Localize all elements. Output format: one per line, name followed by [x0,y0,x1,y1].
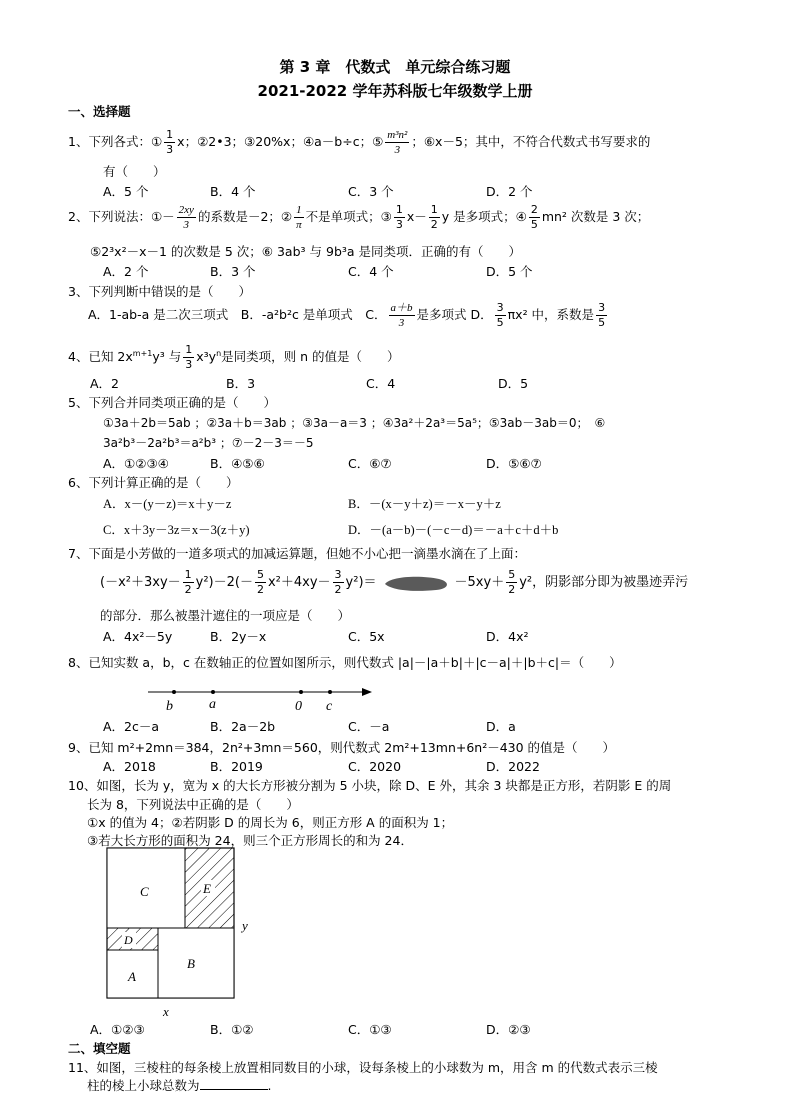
q9-option-d[interactable]: D．2022 [486,759,540,774]
q1-option-d[interactable]: D．2 个 [486,184,533,199]
question-3-options [88,301,609,330]
question-10-line2: 长为 8，下列说法中正确的是（ ） [87,797,299,812]
label-b: B [187,956,195,971]
q1-fraction-2: $\frac{\text{m³n²}}{3}$ [387,129,408,156]
q7-option-c[interactable]: C．5x [348,629,385,644]
point-c [328,690,332,694]
q7-expr-2: y²)－2(－ [195,575,253,590]
q3-text-a: A．1-ab-a 是二次三项式 B．-a²b²c 是单项式 C． [88,307,387,322]
q4-text-4: 是同类项，则 n 的值是（ ） [221,349,400,364]
q4-option-d[interactable]: D．5 [498,376,529,391]
q7-expr-6: y²，阴影部分即为被墨迹弄污 [519,575,689,590]
q6-option-c[interactable]: C．x＋3y－3z＝x－3(z＋y) [103,523,250,537]
q1-text-c: ；⑥x－5；其中，不符合代数式书写要求的 [411,134,651,149]
q9-option-c[interactable]: C．2020 [348,759,402,774]
q4-fraction: $\frac{1}{3}$ [185,343,193,371]
q2-text-1: 2、下列说法：①－ [68,209,175,224]
q4-text-3: x³y [196,349,217,364]
q6-option-a[interactable]: A．x－(y－z)＝x＋y－z [103,497,232,511]
square-b [158,928,234,998]
q1-option-c[interactable]: C．3 个 [348,184,394,199]
section-heading-fill: 二、填空题 [68,1041,131,1056]
q11-text: 柱的棱上小球总数为 [87,1078,200,1093]
q7-expr-4: y²)＝ [345,575,377,590]
q10-option-c[interactable]: C．①③ [348,1022,392,1037]
q5-option-a[interactable]: A．①②③④ [103,456,169,471]
q9-option-b[interactable]: B．2019 [210,759,263,774]
q1-text-b: x；②2•3；③20%x；④a－b÷c；⑤ [177,134,384,149]
q5-option-c[interactable]: C．⑥⑦ [348,456,392,471]
q9-option-a[interactable]: A．2018 [103,759,156,774]
q2-option-a[interactable]: A．2 个 [103,264,149,279]
q7-fraction-1: $\frac{1}{2}$ [184,568,192,596]
q8-option-d[interactable]: D．a [486,719,516,734]
question-7-line3: 的部分．那么被墨汁遮住的一项应是（ ） [100,608,351,623]
q2-option-d[interactable]: D．5 个 [486,264,533,279]
q2-text-5: y 是多项式；④ [441,209,527,224]
q5-option-b[interactable]: B．④⑤⑥ [210,456,265,471]
q2-fraction-2: $\frac{1}{\pi}$ [296,204,302,231]
q4-option-b[interactable]: B．3 [226,376,256,391]
question-9-stem: 9、已知 m²+2mn＝384，2n²+3mn＝560，则代数式 2m²+13mn+6n²－430 的值是（ ） [68,740,616,755]
label-x: x [163,1004,169,1019]
number-line-arrow-icon [362,688,372,696]
q7-fraction-2: $\frac{5}{2}$ [256,568,264,596]
label-c: c [326,699,333,714]
q2-fraction-1: $\frac{2xy}{3}$ [178,204,194,231]
label-c: C [140,884,149,899]
label-b: b [166,699,173,714]
q4-exponent-1: m+1 [132,348,153,358]
q2-fraction-4: $\frac{1}{2}$ [430,203,438,231]
worksheet-title: 第 3 章 代数式 单元综合练习题 [279,58,511,76]
q8-option-b[interactable]: B．2a－2b [210,719,276,734]
question-1-stem [68,128,650,157]
q4-text-1: 4、已知 2x [68,349,133,364]
q2-fraction-5: $\frac{2}{5}$ [530,203,538,231]
q4-exponent-2: n [216,348,222,358]
worksheet-subtitle: 2021-2022 学年苏科版七年级数学上册 [257,82,533,100]
q3-fraction-1: $\frac{a+b}{3}$ [390,302,413,329]
question-7-stem: 7、下面是小芳做的一道多项式的加减运算题，但她不小心把一滴墨水滴在了上面： [68,546,526,561]
q7-option-a[interactable]: A．4x²－5y [103,629,173,644]
q1-fraction-1: $\frac{1}{3}$ [166,128,174,156]
q4-text-2: y³ 与 [152,349,182,364]
q7-expr-1: (－x²＋3xy－ [100,575,181,590]
question-5-stem: 5、下列合并同类项正确的是（ ） [68,395,276,410]
question-1-line2: 有（ ） [103,164,166,179]
q7-expr-3: x²＋4xy－ [267,575,331,590]
point-zero [299,690,303,694]
label-a: a [209,697,216,712]
question-2-stem [68,203,649,232]
question-5-line3: 3a²b³－2a²b³＝a²b³ ；⑦－2－3＝－5 [103,436,314,450]
q11-period: . [267,1078,272,1093]
question-3-stem: 3、下列判断中错误的是（ ） [68,284,251,299]
question-10-line3: ①x 的值为 4；②若阴影 D 的周长为 6，则正方形 A 的面积为 1； [87,815,454,830]
question-2-line2: ⑤2³x²－x－1 的次数是 5 次；⑥ 3ab³ 与 9b³a 是同类项．正确的有（ ） [90,244,522,259]
q1-option-a[interactable]: A．5 个 [103,184,149,199]
question-7-equation [100,568,688,597]
q7-fraction-3: $\frac{3}{2}$ [334,568,342,596]
label-y: y [242,918,248,933]
section-heading-choice: 一、选择题 [68,104,131,119]
q2-text-4: x－ [406,209,427,224]
q1-text-a: 1、下列各式：① [68,134,163,149]
q7-option-d[interactable]: D．4x² [486,629,529,644]
question-8-stem: 8、已知实数 a，b，c 在数轴正的位置如图所示，则代数式 |a|－|a＋b|＋|c－a|＋|b＋c|＝（ ） [68,655,622,670]
label-d: D [124,933,133,947]
q1-option-b[interactable]: B．4 个 [210,184,256,199]
q3-fraction-2: $\frac{3}{5}$ [496,301,504,329]
q3-text-b: 是多项式 D． [416,307,493,322]
q7-expr-5: －5xy＋ [454,575,505,590]
q2-text-6: mn² 次数是 3 次； [541,209,650,224]
q4-option-a[interactable]: A．2 [90,376,120,391]
q2-option-b[interactable]: B．3 个 [210,264,256,279]
q10-option-b[interactable]: B．①② [210,1022,254,1037]
point-a [211,690,215,694]
label-a: A [128,969,136,984]
question-10-line1: 10、如图，长为 y，宽为 x 的大长方形被分割为 5 小块，除 D、E 外，其余 3 块都是正方形，若阴影 E 的周 [68,778,672,793]
q2-fraction-3: $\frac{1}{3}$ [395,203,403,231]
q4-option-c[interactable]: C．4 [366,376,396,391]
label-e: E [203,881,211,896]
q6-option-d[interactable]: D．－(a－b)－(－c－d)＝－a＋c＋d＋b [348,523,559,537]
question-11-line2 [87,1076,272,1094]
ink-blot-icon [381,573,451,593]
q8-option-a[interactable]: A．2c－a [103,719,160,734]
question-11-line1: 11、如图，三棱柱的每条棱上放置相同数目的小球，设每条棱上的小球数为 m，用含 m 的代数式表示三棱 [68,1060,658,1075]
point-b [172,690,176,694]
q3-text-c: πx² 中，系数是 [507,307,595,322]
rectangle-partition-figure [100,844,260,1020]
question-10-line4: ③若大长方形的面积为 24，则三个正方形周长的和为 24． [87,833,413,848]
q10-option-d[interactable]: D．②③ [486,1022,531,1037]
question-6-stem: 6、下列计算正确的是（ ） [68,475,239,490]
number-line-figure [140,680,380,716]
q6-option-b[interactable]: B．－(x－y＋z)＝－x－y＋z [348,497,501,511]
q11-answer-blank[interactable] [200,1077,268,1090]
q2-text-3: 不是单项式；③ [305,209,392,224]
q7-option-b[interactable]: B．2y－x [210,629,267,644]
q2-option-c[interactable]: C．4 个 [348,264,394,279]
question-5-line2: ①3a＋2b＝5ab ；②3a＋b＝3ab ；③3a－a＝3 ；④3a²＋2a³＝5a⁵；⑤3ab－3ab＝0； ⑥ [103,416,606,430]
q8-option-c[interactable]: C．－a [348,719,390,734]
q10-option-a[interactable]: A．①②③ [90,1022,145,1037]
q2-text-2: 的系数是－2；② [197,209,293,224]
q7-fraction-4: $\frac{5}{2}$ [508,568,516,596]
q5-option-d[interactable]: D．⑤⑥⑦ [486,456,542,471]
label-zero: 0 [295,699,302,714]
q3-fraction-3: $\frac{3}{5}$ [598,301,606,329]
question-4-stem [68,343,400,372]
